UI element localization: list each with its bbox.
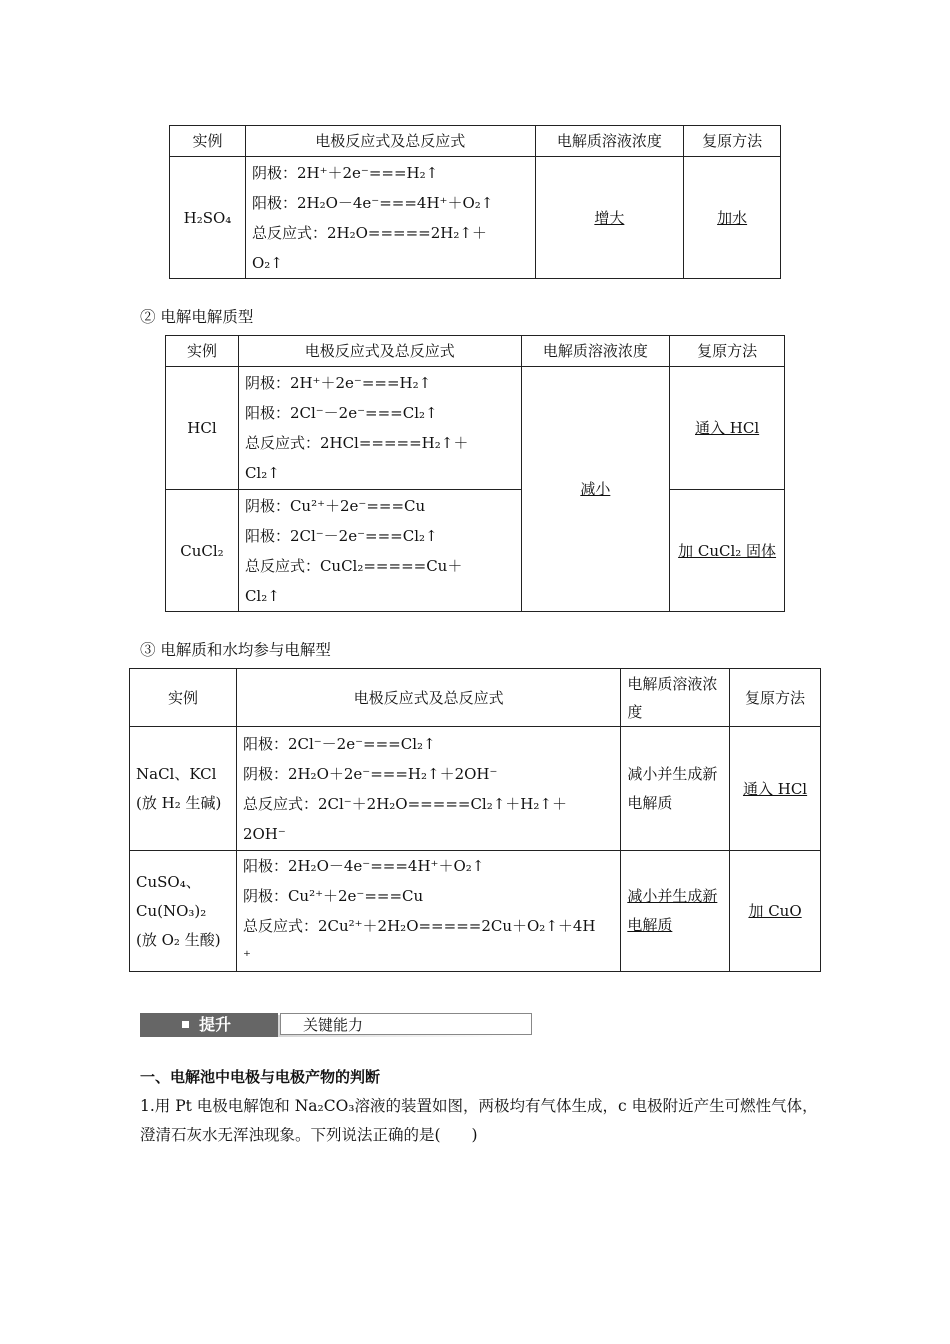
header-equations: 电极反应式及总反应式 [245, 126, 535, 157]
equation-line: 阳极：2Cl⁻－2e⁻===Cl₂↑ [244, 526, 438, 545]
concentration-cell: 减小并生成新电解质 [621, 727, 730, 851]
concentration-cell: 减小并生成新电解质 [621, 851, 730, 972]
equations-cell [238, 367, 521, 490]
example-cell: H₂SO₄ [170, 157, 246, 279]
equation-line: 总反应式：2Cu²⁺＋2H₂O=====2Cu＋O₂↑＋4H [242, 917, 596, 935]
question-text: 1.用 Pt 电极电解饱和 Na₂CO₃溶液的装置如图，两极均有气体生成，c 电极附近产生可燃性气体，澄清石灰水无浑浊现象。下列说法正确的是( ) [140, 1097, 818, 1144]
equation-line: ⁺ [242, 947, 251, 965]
table-both-electrolysis [129, 668, 821, 972]
example-cell: HCl [166, 367, 239, 490]
concentration-cell: 增大 [535, 157, 684, 279]
equation-line: 2OH⁻ [242, 824, 286, 843]
header-example: 实例 [170, 126, 246, 157]
header-example: 实例 [130, 669, 237, 727]
equations-cell [236, 727, 620, 851]
example-cell: NaCl、KCl (放 H₂ 生碱) [130, 727, 237, 851]
header-method: 复原方法 [730, 669, 821, 727]
equation-line: 阳极：2H₂O－4e⁻===4H⁺＋O₂↑ [242, 857, 485, 875]
header-concentration: 电解质溶液浓度 [621, 669, 730, 727]
header-method: 复原方法 [670, 336, 785, 367]
equation-line: 总反应式：CuCl₂=====Cu＋ [244, 556, 463, 575]
section-banner [140, 1010, 516, 1044]
equations-cell [245, 157, 535, 279]
subsection-heading: 一、电解池中电极与电极产物的判断 [140, 1068, 381, 1086]
header-equations: 电极反应式及总反应式 [238, 336, 521, 367]
equation-line: 总反应式：2HCl=====H₂↑＋ [244, 434, 469, 452]
equation-line: 总反应式：2H₂O=====2H₂↑＋ [251, 223, 487, 242]
method-cell: 通入 HCl [730, 727, 821, 851]
example-cell: CuCl₂ [166, 490, 239, 612]
section-title-2: ② 电解电解质型 [140, 308, 254, 326]
equation-line: 阳极：2H₂O－4e⁻===4H⁺＋O₂↑ [251, 193, 494, 212]
table-electrolyte-electrolysis [165, 335, 785, 612]
banner-label-dark [140, 1013, 278, 1037]
equation-line: 阴极：2H₂O＋2e⁻===H₂↑＋2OH⁻ [242, 764, 498, 783]
header-concentration: 电解质溶液浓度 [521, 336, 670, 367]
table-water-electrolysis [169, 125, 781, 279]
header-method: 复原方法 [684, 126, 781, 157]
method-cell: 加 CuCl₂ 固体 [670, 490, 785, 612]
example-cell: CuSO₄、Cu(NO₃)₂ (放 O₂ 生酸) [130, 851, 237, 972]
equation-line: 阴极：2H⁺＋2e⁻===H₂↑ [244, 374, 432, 392]
equation-line: 总反应式：2Cl⁻＋2H₂O=====Cl₂↑＋H₂↑＋ [242, 794, 567, 813]
header-concentration: 电解质溶液浓度 [535, 126, 684, 157]
equation-line: Cl₂↑ [244, 586, 280, 605]
equation-line: 阳极：2Cl⁻－2e⁻===Cl₂↑ [244, 404, 438, 422]
equations-cell [238, 490, 521, 612]
square-icon [182, 1021, 189, 1028]
concentration-cell: 减小 [521, 367, 670, 612]
equation-line: 阳极：2Cl⁻－2e⁻===Cl₂↑ [242, 734, 436, 753]
equation-line: Cl₂↑ [244, 464, 280, 482]
banner-left-text: 提升 [199, 1015, 232, 1034]
banner-label-light: 关键能力 [280, 1013, 532, 1035]
method-cell: 加水 [684, 157, 781, 279]
header-equations: 电极反应式及总反应式 [236, 669, 620, 727]
method-cell: 加 CuO [730, 851, 821, 972]
header-example: 实例 [166, 336, 239, 367]
equation-line: 阴极：Cu²⁺＋2e⁻===Cu [244, 496, 426, 515]
equation-line: 阴极：Cu²⁺＋2e⁻===Cu [242, 887, 424, 905]
section-title-3: ③ 电解质和水均参与电解型 [140, 641, 331, 659]
equation-line: O₂↑ [251, 253, 283, 272]
equation-line: 阴极：2H⁺＋2e⁻===H₂↑ [251, 163, 439, 182]
method-cell: 通入 HCl [670, 367, 785, 490]
equations-cell [236, 851, 620, 972]
